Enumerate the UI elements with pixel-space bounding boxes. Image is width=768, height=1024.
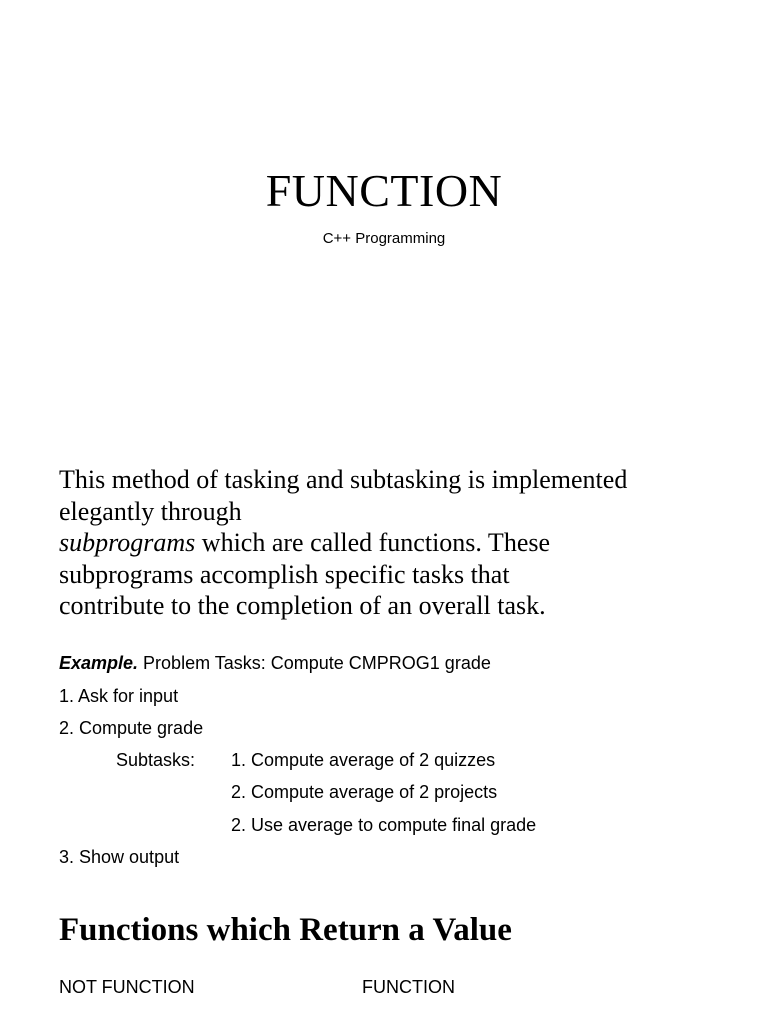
subprograms-term: subprograms	[59, 528, 196, 557]
paragraph-line-1: This method of tasking and subtasking is implemented	[59, 465, 628, 494]
subtask-item: 2. Use average to compute final grade	[231, 815, 537, 835]
example-lead: Example.	[59, 653, 139, 673]
subtask-item: 2. Compute average of 2 projects	[231, 782, 498, 802]
paragraph-line-2: elegantly through	[59, 496, 242, 526]
column-header-function: FUNCTION	[362, 977, 455, 997]
document-subtitle: C++ Programming	[322, 230, 446, 247]
paragraph-line-5: contribute to the completion of an overall task.	[59, 591, 546, 620]
step-item: 3. Show output	[59, 847, 180, 867]
paragraph-line-3	[59, 527, 739, 559]
section-heading: Functions which Return a Value	[59, 912, 512, 948]
example-text: Problem Tasks: Compute CMPROG1 grade	[138, 653, 491, 673]
document-title: FUNCTION	[265, 165, 503, 216]
example-line	[59, 652, 491, 674]
paragraph-line-3-rest: which are called functions. These	[195, 528, 551, 557]
intro-paragraph	[59, 464, 739, 622]
step-item: 1. Ask for input	[59, 686, 179, 706]
subtask-item: 1. Compute average of 2 quizzes	[231, 750, 496, 770]
paragraph-line-4: subprograms accomplish specific tasks that	[59, 559, 510, 589]
step-item: 2. Compute grade	[59, 718, 204, 738]
subtasks-label: Subtasks:	[116, 750, 196, 770]
column-header-not-function: NOT FUNCTION	[59, 977, 195, 997]
